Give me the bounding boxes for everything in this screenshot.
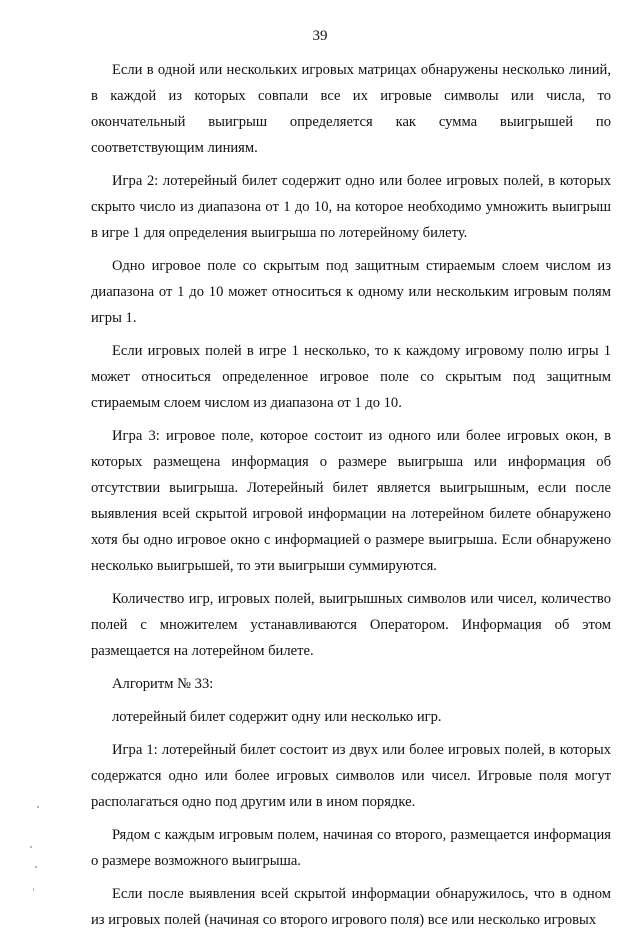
scan-speck	[30, 846, 32, 848]
paragraph-8: лотерейный билет содержит одну или несколько игр.	[112, 709, 442, 725]
paragraph-2: Игра 2: лотерейный билет содержит одно или более игровых полей, в которых скрыто число из диапазона от 1 до 10, на которое необходимо умножить выигрыш в игре 1 для определения выигрыша по лотерейному билету.	[91, 173, 611, 241]
scan-speck	[35, 866, 37, 868]
page-number: 39	[312, 28, 328, 44]
body-text	[91, 57, 611, 940]
paragraph-1: Если в одной или нескольких игровых матрицах обнаружены несколько линий, в каждой из которых совпали все их игровые символы или числа, то окончательный выигрыш определяется как сумма выигрышей по соответствующим линиям.	[91, 62, 611, 156]
paragraph-4: Если игровых полей в игре 1 несколько, то к каждому игровому полю игры 1 может относиться определенное игровое поле со скрытым под защитным стираемым слоем числом из диапазона от 1 до 10.	[91, 343, 611, 411]
paragraph-7: Алгоритм № 33:	[112, 676, 214, 692]
scan-speck	[33, 888, 34, 891]
paragraph-11: Если после выявления всей скрытой информации обнаружилось, что в одном из игровых полей (начиная со второго игрового поля) все или несколько игровых	[91, 886, 611, 928]
paragraph-6: Количество игр, игровых полей, выигрышных символов или чисел, количество полей с множителем устанавливаются Оператором. Информация об этом размещается на лотерейном билете.	[91, 591, 611, 659]
paragraph-9: Игра 1: лотерейный билет состоит из двух или более игровых полей, в которых содержатся одно или более игровых символов или чисел. Игровые поля могут располагаться одно под другим или в ином порядке.	[91, 742, 611, 810]
paragraph-5: Игра 3: игровое поле, которое состоит из одного или более игровых окон, в которых размещена информация о размере выигрыша или информация об отсутствии выигрыша. Лотерейный билет является выигрышным, если после выявления всей скрытой игровой информации на лотерейном билете обнаружено хотя бы одно игровое окно с информацией о размере выигрыша. Если обнаружено несколько выигрышей, то эти выигрыши суммируются.	[91, 428, 611, 574]
scan-speck	[37, 806, 39, 808]
paragraph-10: Рядом с каждым игровым полем, начиная со второго, размещается информация о размере возможного выигрыша.	[91, 827, 611, 869]
paragraph-3: Одно игровое поле со скрытым под защитным стираемым слоем числом из диапазона от 1 до 10 может относиться к одному или нескольким игровым полям игры 1.	[91, 258, 611, 326]
